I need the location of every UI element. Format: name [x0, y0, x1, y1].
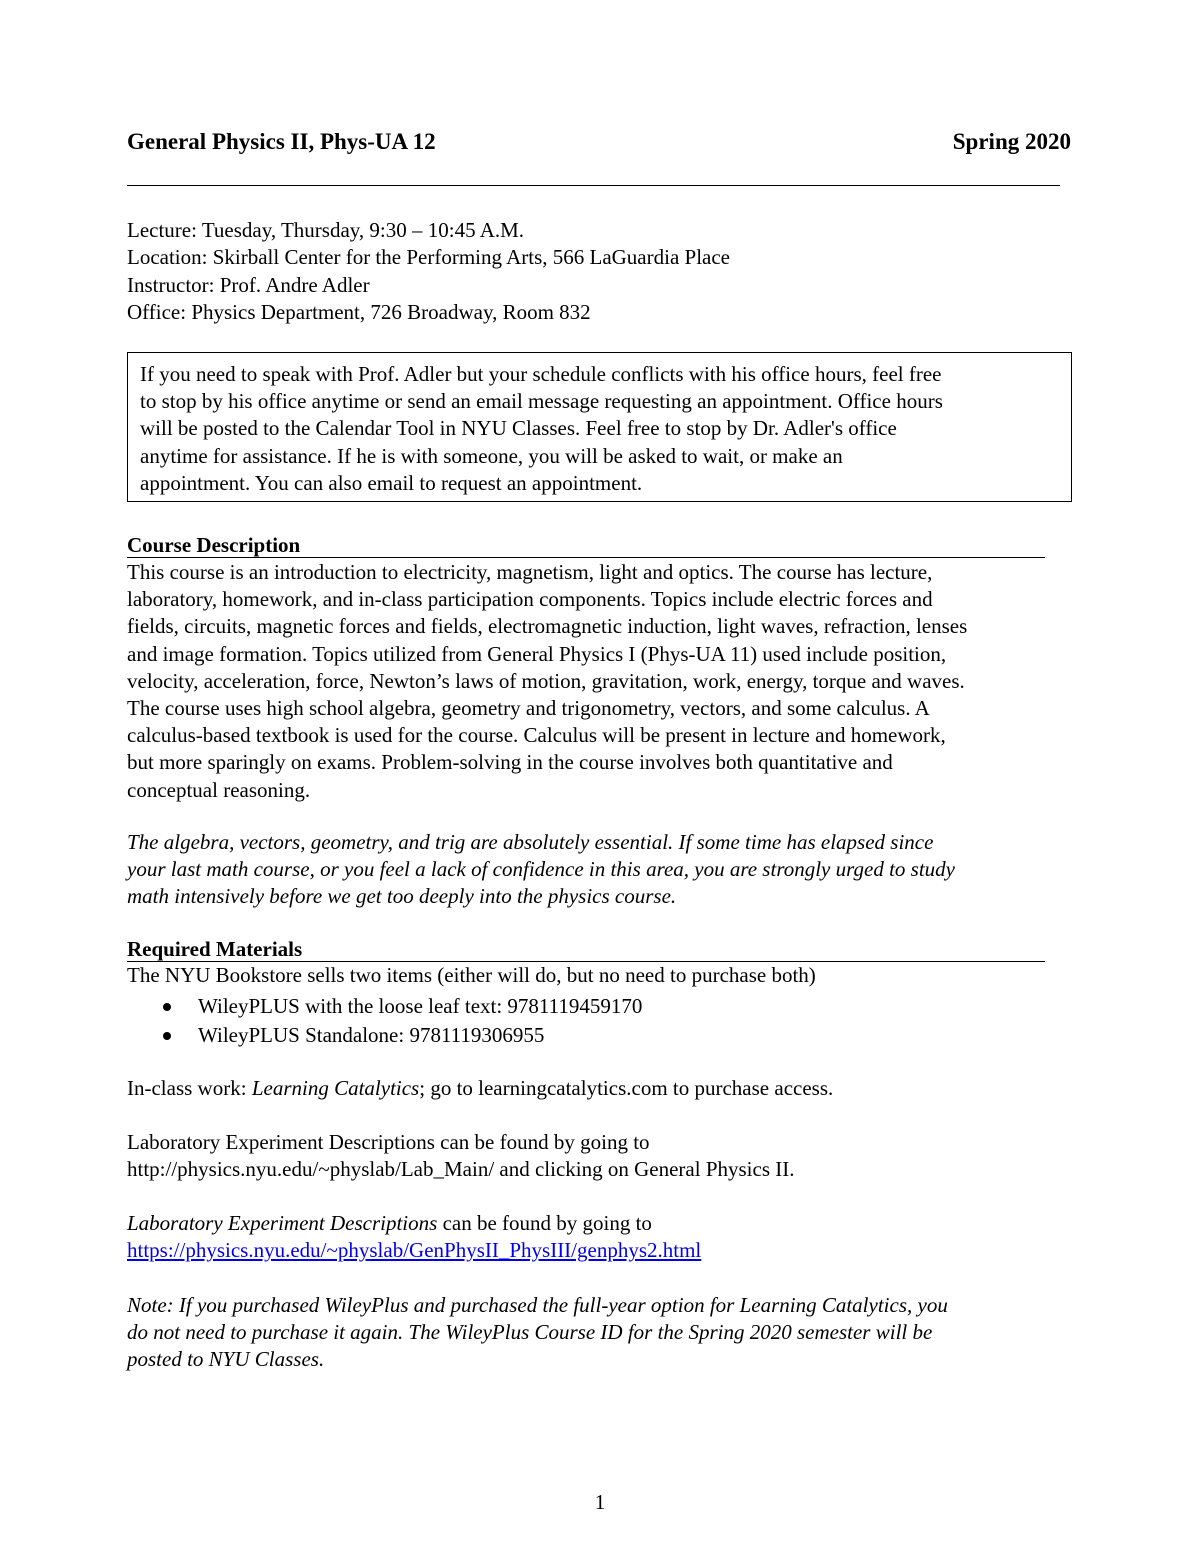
- notice-line: appointment. You can also email to request an appointment.: [140, 470, 643, 495]
- lab-link[interactable]: https://physics.nyu.edu/~physlab/GenPhysII_PhysIII/genphys2.html: [127, 1238, 702, 1263]
- notice-line: will be posted to the Calendar Tool in NYU Classes. Feel free to stop by Dr. Adler's office: [140, 416, 897, 441]
- note-line: do not need to purchase it again. The WileyPlus Course ID for the Spring 2020 semester will be: [127, 1320, 933, 1345]
- list-item: [127, 992, 642, 1021]
- material-item: WileyPLUS with the loose leaf text: 9781119459170: [198, 994, 643, 1018]
- inclass-work: [127, 1075, 833, 1102]
- inclass-suffix: ; go to learningcatalytics.com to purchase access.: [419, 1076, 834, 1100]
- page-number: 1: [594, 1490, 606, 1514]
- notice-line: to stop by his office anytime or send an email message requesting an appointment. Office hours: [140, 389, 943, 414]
- description-line: and image formation. Topics utilized from General Physics I (Phys-UA 11) used include position,: [127, 641, 947, 666]
- note-line: posted to NYU Classes.: [127, 1347, 325, 1372]
- description-line: fields, circuits, magnetic forces and fields, electromagnetic induction, light waves, refraction, lenses: [127, 614, 968, 639]
- description-line: calculus-based textbook is used for the course. Calculus will be present in lecture and homework,: [127, 723, 946, 748]
- lab-descriptions-new: [127, 1210, 701, 1264]
- lab-title: Laboratory Experiment Descriptions: [127, 1211, 438, 1235]
- bullet-icon: [163, 1003, 171, 1011]
- description-line: The course uses high school algebra, geometry and trigonometry, vectors, and some calculus. A: [127, 696, 930, 721]
- description-line: conceptual reasoning.: [127, 777, 311, 802]
- warning-line: your last math course, or you feel a lack of confidence in this area, you are strongly urged to study: [127, 857, 955, 882]
- list-item: [127, 1021, 642, 1050]
- location-line: Location: Skirball Center for the Performing Arts, 566 LaGuardia Place: [127, 245, 731, 270]
- inclass-prefix: In-class work:: [127, 1076, 252, 1100]
- description-line: velocity, acceleration, force, Newton’s laws of motion, gravitation, work, energy, torque and waves.: [127, 668, 965, 693]
- instructor-line: Instructor: Prof. Andre Adler: [127, 272, 370, 297]
- description-line: but more sparingly on exams. Problem-solving in the course involves both quantitative and: [127, 750, 893, 775]
- lab-descriptions-old: [127, 1129, 795, 1183]
- term: Spring 2020: [952, 129, 1071, 154]
- warning-line: The algebra, vectors, geometry, and trig are absolutely essential. If some time has elapsed since: [127, 830, 934, 854]
- note-line: Note: If you purchased WileyPlus and purchased the full-year option for Learning Catalytics, you: [127, 1293, 948, 1317]
- lab-line: [127, 1210, 701, 1237]
- wileyplus-note: [127, 1292, 1072, 1374]
- description-line: This course is an introduction to electricity, magnetism, light and optics. The course has lecture,: [127, 560, 933, 584]
- course-description-heading: Course Description: [127, 533, 1045, 558]
- materials-intro: The NYU Bookstore sells two items (either will do, but no need to purchase both): [127, 963, 816, 987]
- lab-line: Laboratory Experiment Descriptions can be found by going to: [127, 1130, 650, 1154]
- header-rule: [127, 185, 1060, 186]
- description-line: laboratory, homework, and in-class participation components. Topics include electric forces and: [127, 587, 933, 612]
- warning-line: math intensively before we get too deeply into the physics course.: [127, 884, 677, 909]
- bullet-icon: [163, 1032, 171, 1040]
- course-info: [127, 217, 730, 327]
- lab-line: http://physics.nyu.edu/~physlab/Lab_Main/ and clicking on General Physics II.: [127, 1157, 795, 1182]
- notice-line: If you need to speak with Prof. Adler but your schedule conflicts with his office hours, feel free: [140, 362, 942, 386]
- inclass-product: Learning Catalytics: [251, 1076, 420, 1100]
- math-warning: [127, 829, 1072, 911]
- material-item: WileyPLUS Standalone: 9781119306955: [198, 1023, 545, 1047]
- materials-list: [127, 992, 642, 1050]
- lab-rest: can be found by going to: [437, 1211, 652, 1235]
- notice-line: anytime for assistance. If he is with someone, you will be asked to wait, or make an: [140, 443, 843, 468]
- office-line: Office: Physics Department, 726 Broadway, Room 832: [127, 300, 591, 325]
- course-description-body: [127, 559, 1072, 804]
- office-hours-notice: [127, 352, 1072, 502]
- course-title: General Physics II, Phys-UA 12: [127, 129, 436, 154]
- required-materials-heading: Required Materials: [127, 937, 1045, 962]
- lecture-line: Lecture: Tuesday, Thursday, 9:30 – 10:45 A.M.: [127, 218, 525, 242]
